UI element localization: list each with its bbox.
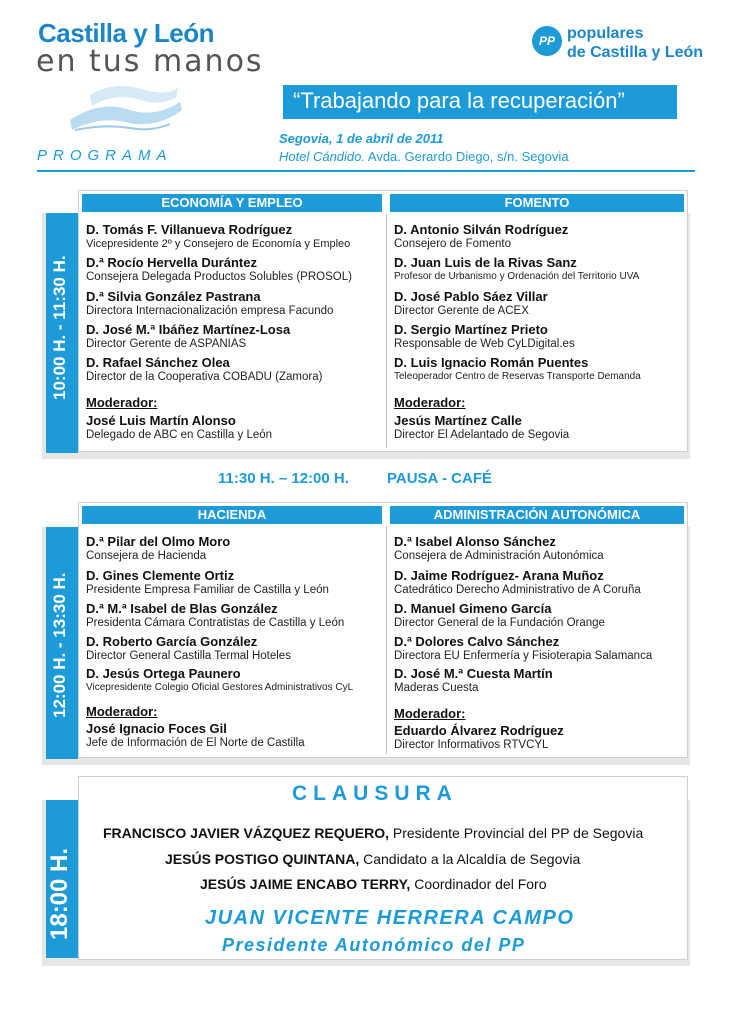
- speaker-item: [394, 322, 686, 355]
- speaker-role: Vicepresidente 2º y Consejero de Economía y Empleo: [86, 238, 351, 250]
- speaker-name: D. Sergio Martínez Prieto: [394, 322, 548, 337]
- speaker-role: Consejera de Hacienda: [86, 550, 207, 562]
- closing-line: [200, 876, 547, 892]
- session2-time: 12:00 H. - 13:30 H.: [50, 572, 69, 718]
- moderator-block: [394, 706, 686, 752]
- moderator-name: Eduardo Álvarez Rodríguez: [394, 723, 564, 738]
- moderator-role: Jefe de Información de El Norte de Castilla: [86, 737, 305, 749]
- speaker-item: [394, 222, 686, 255]
- session1-divider: [386, 214, 387, 448]
- speaker-item: [394, 534, 686, 568]
- closing-line: [103, 825, 643, 841]
- brand-title: Castilla y León: [38, 18, 214, 48]
- speaker-item: [394, 289, 686, 322]
- speaker-name: D. Manuel Gimeno García: [394, 601, 552, 616]
- speaker-name: D. Rafael Sánchez Olea: [86, 355, 230, 370]
- speaker-role: Vicepresidente Colegio Oficial Gestores Administrativos CyL: [86, 682, 354, 693]
- closing-speaker-name: FRANCISCO JAVIER VÁZQUEZ REQUERO,: [103, 825, 389, 841]
- speaker-item: [394, 568, 686, 601]
- speaker-item: [86, 666, 384, 704]
- closing-time: 18:00 H.: [46, 847, 73, 940]
- speaker-name: D. Tomás F. Villanueva Rodríguez: [86, 222, 293, 237]
- moderator-block: [86, 704, 384, 750]
- speaker-role: Directora EU Enfermería y Fisioterapia Salamanca: [394, 650, 653, 662]
- speaker-role: Director Gerente de ASPANIAS: [86, 338, 247, 350]
- speaker-name: D. Roberto García González: [86, 634, 258, 649]
- speaker-item: [394, 666, 686, 706]
- speaker-role: Profesor de Urbanismo y Ordenación del Territorio UVA: [394, 271, 640, 282]
- speaker-item: [86, 222, 384, 255]
- session1-time: 10:00 H. - 11:30 H.: [50, 255, 69, 400]
- speaker-role: Presidente Empresa Familiar de Castilla y León: [86, 584, 329, 596]
- speaker-name: D. Gines Clemente Ortiz: [86, 568, 235, 583]
- speaker-item: [394, 634, 686, 666]
- speaker-item: [394, 255, 686, 289]
- closing-final-name: JUAN VICENTE HERRERA CAMPO: [205, 907, 575, 929]
- hands-graphic-icon: [60, 80, 190, 140]
- pause-label: PAUSA - CAFÉ: [387, 470, 492, 487]
- event-date: Segovia, 1 de abril de 2011: [279, 131, 444, 146]
- speaker-name: D. José M.ª Cuesta Martín: [394, 666, 553, 681]
- closing-title: CLAUSURA: [292, 782, 458, 805]
- session2-right-list: [394, 534, 686, 752]
- party-name-line2: de Castilla y León: [567, 44, 704, 61]
- speaker-item: [394, 355, 686, 395]
- speaker-role: Maderas Cuesta: [394, 682, 479, 694]
- moderator-role: Director Informativos RTVCYL: [394, 739, 549, 751]
- moderator-name: José Luis Martín Alonso: [86, 413, 236, 428]
- closing-speaker-name: JESÚS POSTIGO QUINTANA,: [165, 851, 360, 867]
- speaker-item: [86, 534, 384, 568]
- speaker-role: Director General de la Fundación Orange: [394, 617, 605, 629]
- session2-left-list: [86, 534, 384, 750]
- moderator-block: [86, 395, 384, 442]
- speaker-name: D.ª Pilar del Olmo Moro: [86, 534, 231, 549]
- closing-line: [165, 851, 580, 867]
- session1-left-list: [86, 222, 384, 442]
- speaker-name: D. Luis Ignacio Román Puentes: [394, 355, 589, 370]
- session2-divider: [386, 526, 387, 754]
- speaker-item: [86, 289, 384, 322]
- closing-speaker-role: Candidato a la Alcaldía de Segovia: [359, 851, 581, 867]
- moderator-label: Moderador:: [394, 395, 466, 410]
- party-name-line1: populares: [567, 25, 644, 42]
- speaker-role: Presidenta Cámara Contratistas de Castilla y León: [86, 617, 345, 629]
- session1-left-title: ECONOMÍA Y EMPLEO: [82, 194, 382, 212]
- session2-right-title: ADMINISTRACIÓN AUTONÓMICA: [390, 506, 684, 524]
- event-venue: [279, 149, 569, 164]
- speaker-name: D.ª M.ª Isabel de Blas González: [86, 601, 278, 616]
- speaker-role: Director Gerente de ACEX: [394, 305, 529, 317]
- session2-left-title: HACIENDA: [82, 506, 382, 524]
- moderator-name: José Ignacio Foces Gil: [86, 721, 227, 736]
- speaker-item: [86, 355, 384, 395]
- closing-speaker-role: Presidente Provincial del PP de Segovia: [389, 825, 644, 841]
- venue-name: Hotel Cándido.: [279, 149, 365, 164]
- speaker-role: Responsable de Web CyLDigital.es: [394, 338, 575, 350]
- speaker-role: Directora Internacionalización empresa Facundo: [86, 305, 334, 317]
- closing-speaker-role: Coordinador del Foro: [410, 876, 547, 892]
- speaker-item: [86, 255, 384, 289]
- brand-subtitle: en tus manos: [36, 44, 264, 79]
- speaker-name: D.ª Dolores Calvo Sánchez: [394, 634, 560, 649]
- speaker-name: D. Jaime Rodríguez- Arana Muñoz: [394, 568, 604, 583]
- speaker-role: Teleoperador Centro de Reservas Transporte Demanda: [394, 371, 641, 382]
- speaker-name: D. José Pablo Sáez Villar: [394, 289, 548, 304]
- moderator-label: Moderador:: [86, 704, 158, 719]
- speaker-role: Catedrático Derecho Administrativo de A Coruña: [394, 584, 641, 596]
- speaker-role: Consejera Delegada Productos Solubles (PROSOL): [86, 271, 352, 283]
- moderator-name: Jesús Martínez Calle: [394, 413, 522, 428]
- moderator-label: Moderador:: [394, 706, 466, 721]
- party-name: [567, 24, 703, 62]
- speaker-item: [86, 568, 384, 601]
- speaker-item: [394, 601, 686, 634]
- slogan-text: “Trabajando para la recuperación”: [293, 88, 625, 113]
- speaker-item: [86, 601, 384, 634]
- speaker-name: D.ª Isabel Alonso Sánchez: [394, 534, 556, 549]
- venue-address: Avda. Gerardo Diego, s/n. Segovia: [365, 149, 569, 164]
- speaker-item: [86, 634, 384, 666]
- speaker-name: D. Antonio Silván Rodríguez: [394, 222, 569, 237]
- speaker-name: D. Juan Luis de la Rivas Sanz: [394, 255, 577, 270]
- speaker-name: D.ª Rocío Hervella Durántez: [86, 255, 257, 270]
- moderator-role: Delegado de ABC en Castilla y León: [86, 429, 273, 441]
- speaker-role: Consejera de Administración Autonómica: [394, 550, 604, 562]
- session1-right-list: [394, 222, 686, 442]
- closing-speaker-name: JESÚS JAIME ENCABO TERRY,: [200, 876, 411, 892]
- speaker-name: D.ª Silvia González Pastrana: [86, 289, 261, 304]
- party-logo-icon: PP: [532, 26, 562, 56]
- speaker-role: Director de la Cooperativa COBADU (Zamora): [86, 371, 323, 383]
- moderator-role: Director El Adelantado de Segovia: [394, 429, 570, 441]
- moderator-block: [394, 395, 686, 442]
- session1-right-title: FOMENTO: [390, 194, 684, 212]
- programa-heading: PROGRAMA: [37, 147, 173, 164]
- speaker-name: D. José M.ª Ibáñez Martínez-Losa: [86, 322, 291, 337]
- header-divider: [37, 170, 695, 172]
- moderator-label: Moderador:: [86, 395, 158, 410]
- speaker-role: Director General Castilla Termal Hoteles: [86, 650, 291, 662]
- pause-time: 11:30 H. – 12:00 H.: [218, 470, 349, 487]
- closing-final-role: Presidente Autonómico del PP: [222, 935, 526, 955]
- speaker-item: [86, 322, 384, 355]
- speaker-role: Consejero de Fomento: [394, 238, 511, 250]
- speaker-name: D. Jesús Ortega Paunero: [86, 666, 241, 681]
